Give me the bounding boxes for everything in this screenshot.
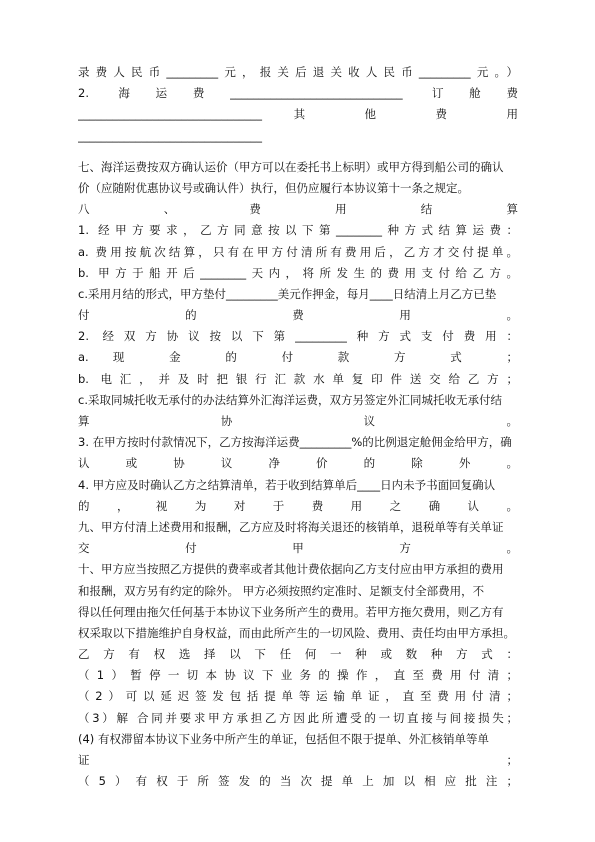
text-line: a. 费用按航次结算，只有在甲方付清所有费用后，乙方才交付提单。 (78, 244, 518, 259)
text-line: 价（应随附优惠协议号或确认件）执行，但仍应履行本协议第十一条之规定。 (78, 180, 469, 195)
text-line: a. 现 金 的 付 款 方 式 ； (78, 350, 518, 365)
text-line: 录费人民币_________元，报关后退关收人民币_________元。） (78, 65, 518, 79)
text-line: 2. 经双方协议按以下第_________种方式支付费用： (78, 329, 518, 344)
text-line: 和报酬，双方另有约定的除外。 甲方必须按照约定准时、足额支付全部费用，不 (78, 583, 485, 598)
text-line: 得以任何理由拖欠任何基于本协议下业务所产生的费用。若甲方拖欠费用，则乙方有 (78, 604, 504, 619)
text-line: （5）有权于所签发的当次提单上加以相应批注； (78, 774, 518, 789)
text-line: 权采取以下措施维护自身权益，而由此所产生的一切风险、费用、责任均由甲方承担。 (78, 625, 515, 640)
text-line: c.采取同城托收无承付的办法结算外汇海洋运费，双方另签定外汇同城托收无承付结 (78, 392, 502, 407)
text-line: b. 甲方于船开后________天内，将所发生的费用支付给乙方。 (78, 265, 518, 280)
text-line: 乙 方 有 权 选 择 以 下 任 何 一 种 或 数 种 方 式 ： (78, 647, 518, 662)
section-heading: 八 、 费 用 结 算 (78, 202, 518, 217)
text-line: 九、甲方付清上述费用和报酬，乙方应及时将海关退还的核销单，退税单等有关单证 (78, 519, 504, 534)
text-line: 证 ； (78, 753, 518, 767)
text-line: 算 协 议 。 (78, 414, 518, 428)
text-line: c.采用月结的形式，甲方垫付_________美元作押金，每月____日结清上月乙方已垫 (78, 286, 497, 301)
contract-page (78, 62, 518, 792)
text-line: 2. 海运费______________________________ 订舱费 (78, 86, 518, 101)
text-line: 十、甲方应当按照乙方提供的费率或者其他计费依据向乙方支付应由甲方承担的费用 (78, 562, 504, 577)
text-line: （1）暂停一切本协议下业务的操作，直至费用付清； (78, 668, 518, 683)
text-line: (4) 有权滞留本协议下业务中所产生的单证，包括但不限于提单、外汇核销单等单 (78, 731, 489, 746)
text-line: 认 或 协 议 净 价 的 除 外 。 (78, 456, 518, 471)
text-line: 七、海洋运费按双方确认运价（甲方可以在委托书上标明）或甲方得到船公司的确认 (78, 159, 504, 174)
text-line: 3. 在甲方按时付款情况下，乙方按海洋运费_________%的比例退定舱佣金给甲方，确 (78, 435, 512, 450)
text-line: 4. 甲方应及时确认乙方之结算清单，若于收到结算单后____日内未予书面回复确认 (78, 477, 496, 492)
text-line: 1. 经甲方要求，乙方同意按以下第________种方式结算运费： (78, 223, 518, 238)
text-line: ________________________________ 其 他 费 用 (78, 107, 518, 122)
paragraph-gap (78, 147, 518, 157)
text-line: 交 付 甲 方 。 (78, 541, 518, 556)
text-line: （3）解 合同并要求甲方承担乙方因此所遭受的一切直接与间接损失； (78, 710, 518, 725)
text-line: 付 的 费 用 。 (78, 308, 518, 323)
text-line: 的 ， 视 为 对 于 费 用 之 确 认 。 (78, 498, 518, 513)
text-line: （2）可以延迟签发包括提单等运输单证，直至费用付清； (78, 689, 518, 704)
text-line: ________________________________ (78, 128, 262, 143)
text-line: b. 电汇，并及时把银行汇款水单复印件送交给乙方； (78, 371, 518, 386)
